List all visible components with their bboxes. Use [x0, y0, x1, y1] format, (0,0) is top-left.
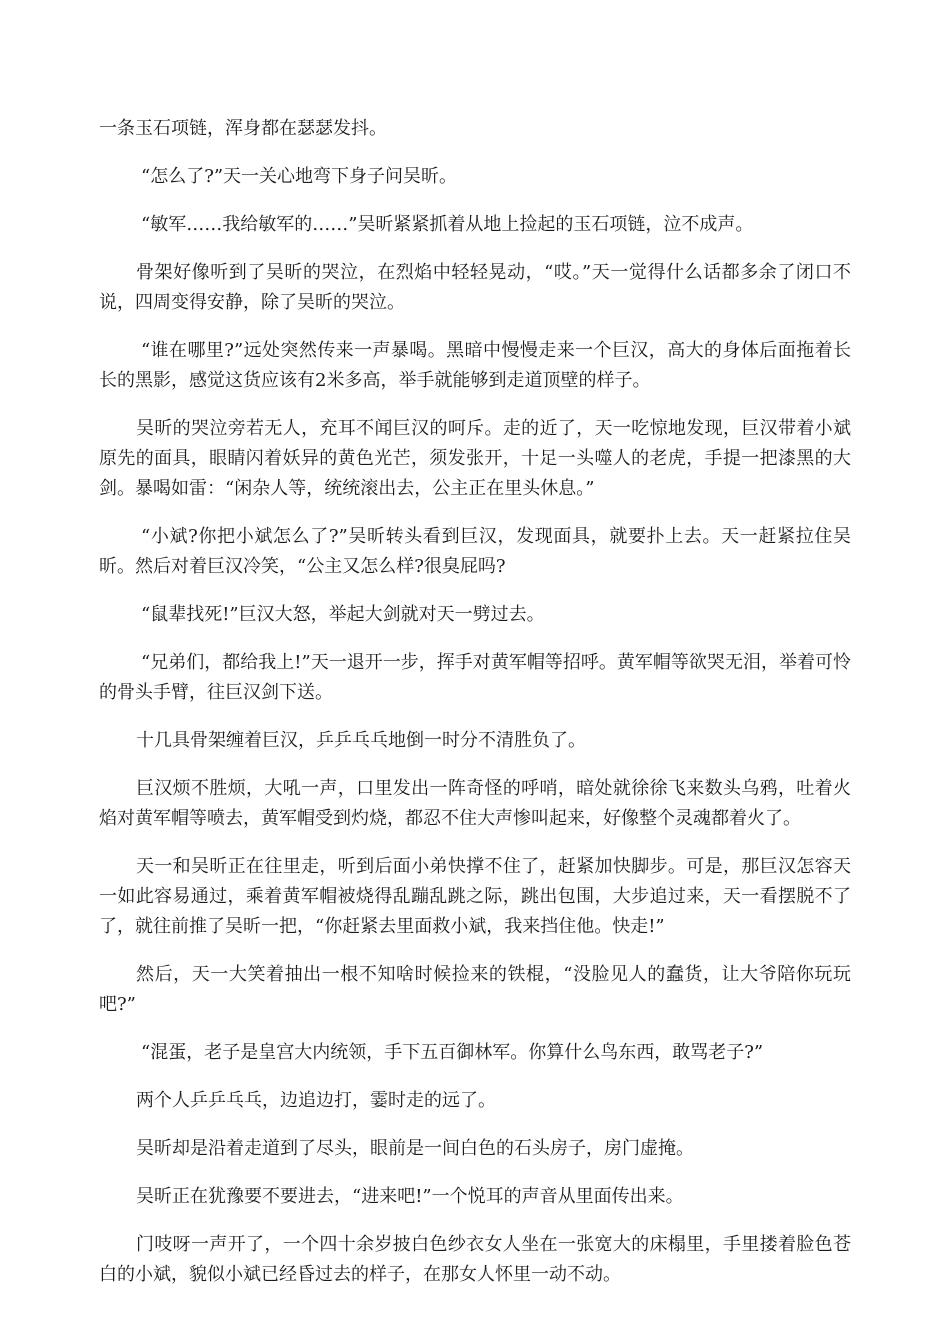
paragraph: 吴昕的哭泣旁若无人，充耳不闻巨汉的呵斥。走的近了，天一吃惊地发现，巨汉带着小斌原先的面具，眼睛闪着妖异的黄色光芒，须发张开，十足一头噬人的老虎，手提一把漆黑的大剑。暴喝如雷：“闲杂人等，统统滚出去，公主正在里头休息。” — [99, 418, 851, 499]
paragraph: “小斌?你把小斌怎么了?”吴昕转头看到巨汉，发现面具，就要扑上去。天一赶紧拉住吴昕。然后对着巨汉冷笑，“公主又怎么样?很臭屁吗? — [99, 526, 851, 577]
paragraph: “混蛋，老子是皇宫大内统领，手下五百御林军。你算什么鸟东西，敢骂老子?” — [141, 1042, 764, 1063]
paragraph: 然后，天一大笑着抽出一根不知啥时候捡来的铁棍，“没脸见人的蠢货，让大爷陪你玩玩吧?” — [99, 964, 851, 1015]
paragraph: 吴昕却是沿着走道到了尽头，眼前是一间白色的石头房子，房门虚掩。 — [136, 1138, 694, 1159]
paragraph: 吴昕正在犹豫要不要进去，“进来吧!”一个悦耳的声音从里面传出来。 — [136, 1186, 684, 1207]
paragraph: “怎么了?”天一关心地弯下身子问吴昕。 — [141, 166, 458, 187]
paragraph: 巨汉烦不胜烦，大吼一声，口里发出一阵奇怪的呼哨，暗处就徐徐飞来数头乌鸦，吐着火焰对黄军帽等喷去，黄军帽受到灼烧，都忍不住大声惨叫起来，好像整个灵魂都着火了。 — [99, 778, 851, 829]
paragraph: 门吱呀一声开了，一个四十余岁披白色纱衣女人坐在一张宽大的床榻里，手里搂着脸色苍白的小斌，貌似小斌已经昏过去的样子，在那女人怀里一动不动。 — [99, 1234, 851, 1285]
paragraph: 十几具骨架缠着巨汉，乒乒乓乓地倒一时分不清胜负了。 — [136, 730, 586, 751]
paragraph: “敏军……我给敏军的……”吴昕紧紧抓着从地上捡起的玉石项链，泣不成声。 — [141, 214, 754, 235]
paragraph: “谁在哪里?”远处突然传来一声暴喝。黑暗中慢慢走来一个巨汉，高大的身体后面拖着长长的黑影，感觉这货应该有2米多高，举手就能够到走道顶壁的样子。 — [99, 340, 851, 391]
paragraph: “鼠辈找死!”巨汉大怒，举起大剑就对天一劈过去。 — [141, 604, 545, 625]
paragraph: 两个人乒乒乓乓，边追边打，霎时走的远了。 — [136, 1090, 496, 1111]
paragraph: 天一和吴昕正在往里走，听到后面小弟快撑不住了，赶紧加快脚步。可是，那巨汉怎容天一如此容易通过，乘着黄军帽被烧得乱蹦乱跳之际，跳出包围，大步追过来，天一看摆脱不了了，就往前推了吴昕一把，“你赶紧去里面救小斌，我来挡住他。快走!” — [99, 856, 851, 937]
paragraph: “兄弟们，都给我上!”天一退开一步，挥手对黄军帽等招呼。黄军帽等欲哭无泪，举着可怜的骨头手臂，往巨汉剑下送。 — [99, 652, 851, 703]
paragraph: 骨架好像听到了吴昕的哭泣，在烈焰中轻轻晃动，“哎。”天一觉得什么话都多余了闭口不说，四周变得安静，除了吴昕的哭泣。 — [99, 262, 851, 313]
paragraph: 一条玉石项链，浑身都在瑟瑟发抖。 — [99, 118, 387, 139]
document-body — [99, 114, 851, 1308]
